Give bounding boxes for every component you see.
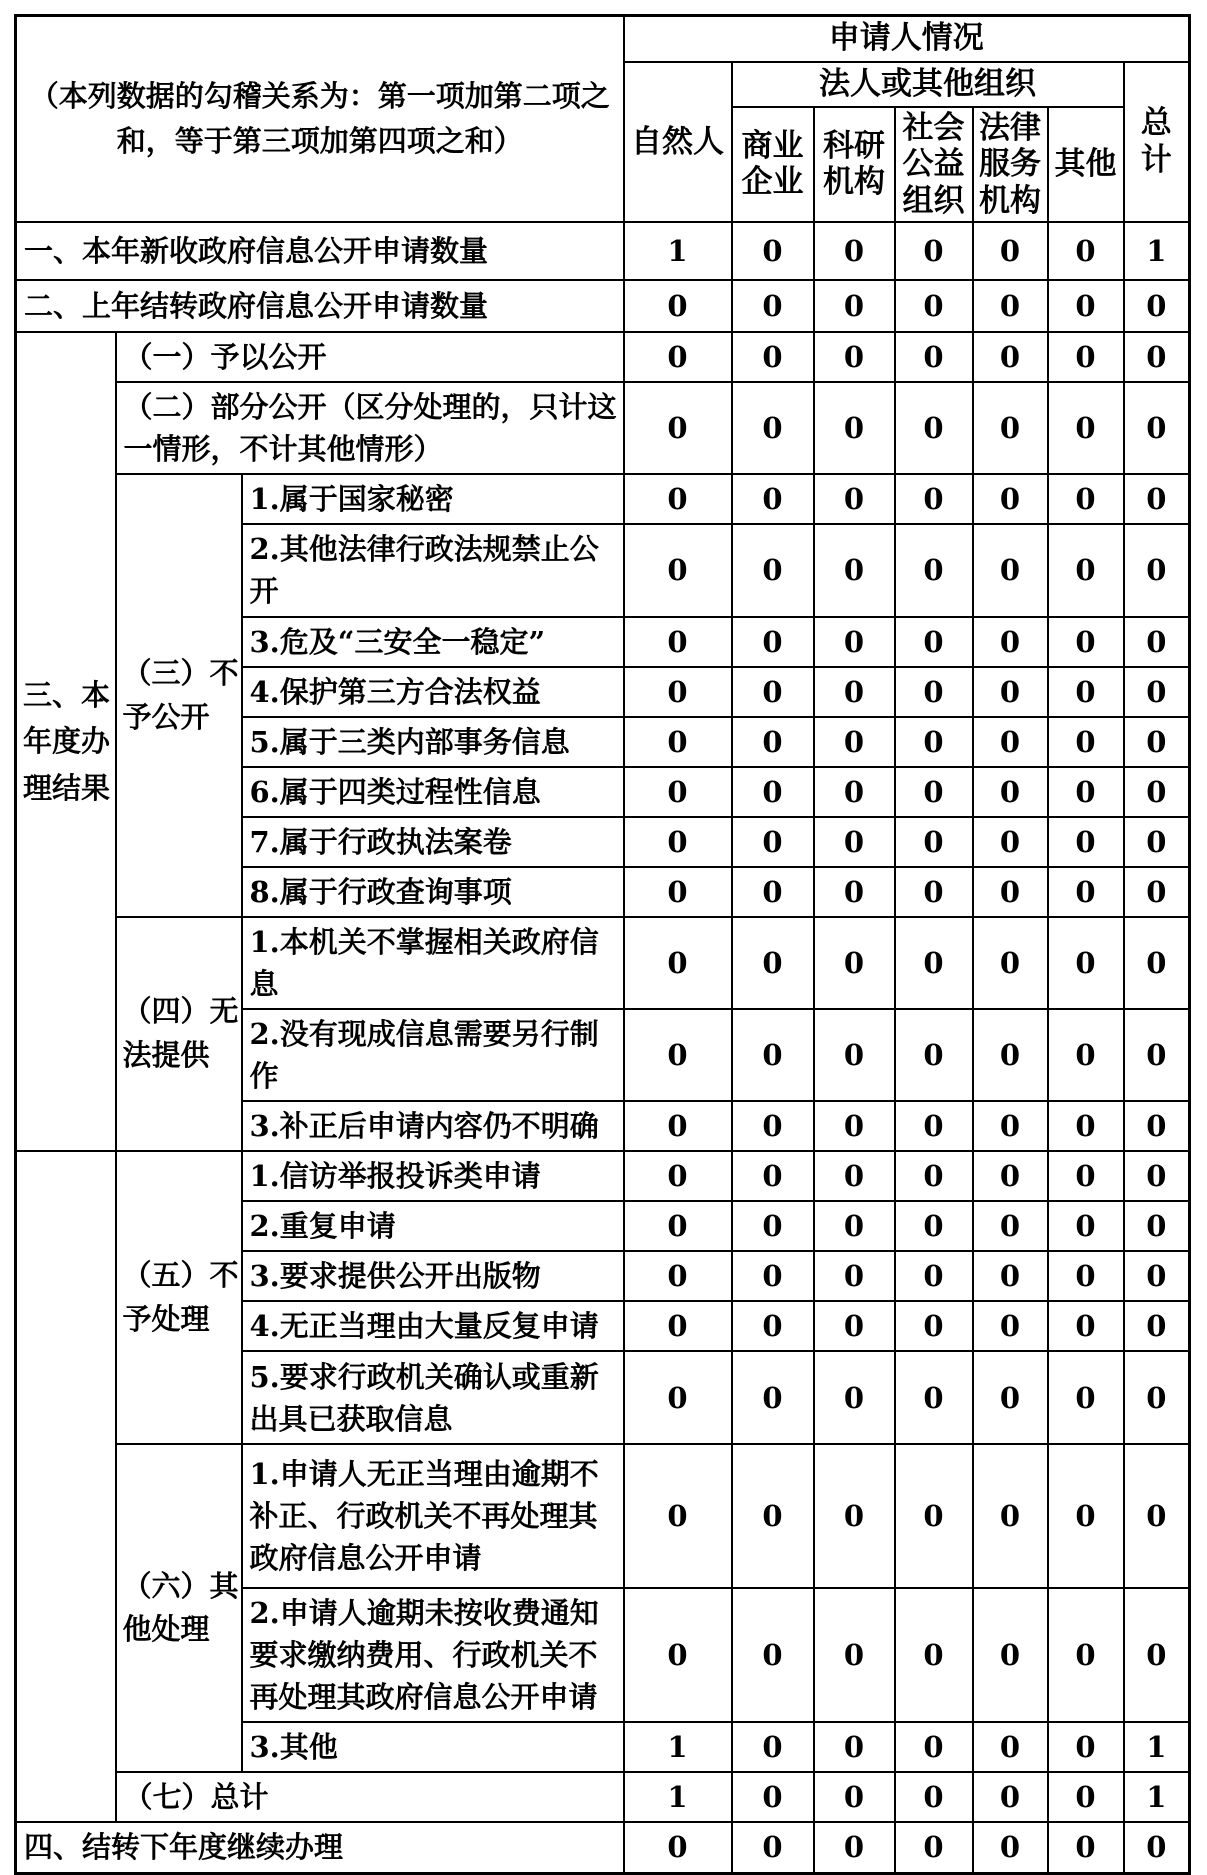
value-cell: 0 bbox=[814, 1301, 895, 1351]
value-cell: 0 bbox=[895, 1351, 973, 1444]
value-cell: 0 bbox=[814, 867, 895, 917]
value-cell: 0 bbox=[895, 222, 973, 280]
table-row bbox=[16, 280, 1190, 332]
value-cell: 0 bbox=[1124, 617, 1190, 667]
value-cell: 0 bbox=[624, 617, 732, 667]
row-label: 3.危及“三安全一稳定” bbox=[242, 617, 624, 667]
value-cell: 0 bbox=[1048, 382, 1124, 474]
value-cell: 0 bbox=[732, 1772, 814, 1822]
value-cell: 0 bbox=[895, 1101, 973, 1151]
value-cell: 0 bbox=[973, 1822, 1048, 1873]
value-cell: 0 bbox=[1048, 1101, 1124, 1151]
row-label: 3.要求提供公开出版物 bbox=[242, 1251, 624, 1301]
value-cell: 0 bbox=[1124, 332, 1190, 382]
header-legal-column: 商业企业 bbox=[732, 107, 814, 223]
value-cell: 0 bbox=[624, 667, 732, 717]
value-cell: 0 bbox=[732, 1822, 814, 1873]
value-cell: 0 bbox=[1124, 1201, 1190, 1251]
value-cell: 0 bbox=[624, 1444, 732, 1588]
value-cell: 0 bbox=[814, 1201, 895, 1251]
header-legal-column: 社会公益组织 bbox=[895, 107, 973, 223]
value-cell: 0 bbox=[732, 222, 814, 280]
table-row bbox=[16, 1444, 1190, 1588]
value-cell: 1 bbox=[624, 222, 732, 280]
value-cell: 0 bbox=[973, 867, 1048, 917]
value-cell: 0 bbox=[895, 332, 973, 382]
table-row bbox=[16, 1822, 1190, 1873]
value-cell: 0 bbox=[973, 1151, 1048, 1201]
value-cell: 0 bbox=[973, 817, 1048, 867]
value-cell: 0 bbox=[814, 222, 895, 280]
value-cell: 0 bbox=[1124, 817, 1190, 867]
value-cell: 0 bbox=[1048, 524, 1124, 616]
value-cell: 0 bbox=[1048, 280, 1124, 332]
value-cell: 0 bbox=[732, 817, 814, 867]
value-cell: 0 bbox=[895, 1301, 973, 1351]
value-cell: 0 bbox=[1048, 717, 1124, 767]
value-cell: 0 bbox=[732, 1444, 814, 1588]
value-cell: 0 bbox=[732, 382, 814, 474]
value-cell: 0 bbox=[895, 1009, 973, 1101]
row-label: 5.属于三类内部事务信息 bbox=[242, 717, 624, 767]
row-label: 1.属于国家秘密 bbox=[242, 474, 624, 524]
value-cell: 0 bbox=[732, 667, 814, 717]
value-cell: 0 bbox=[814, 280, 895, 332]
value-cell: 0 bbox=[732, 1009, 814, 1101]
value-cell: 0 bbox=[814, 1444, 895, 1588]
value-cell: 0 bbox=[973, 1009, 1048, 1101]
value-cell: 0 bbox=[895, 867, 973, 917]
row-label: 7.属于行政执法案卷 bbox=[242, 817, 624, 867]
value-cell: 0 bbox=[624, 1201, 732, 1251]
value-cell: 0 bbox=[1048, 1722, 1124, 1772]
value-cell: 0 bbox=[1124, 867, 1190, 917]
value-cell: 0 bbox=[1048, 1822, 1124, 1873]
value-cell: 0 bbox=[1124, 1444, 1190, 1588]
row-label: 4.无正当理由大量反复申请 bbox=[242, 1301, 624, 1351]
value-cell: 1 bbox=[624, 1722, 732, 1772]
row-label: 1.本机关不掌握相关政府信息 bbox=[242, 917, 624, 1009]
value-cell: 0 bbox=[624, 332, 732, 382]
value-cell: 0 bbox=[973, 1444, 1048, 1588]
value-cell: 0 bbox=[1124, 1351, 1190, 1444]
value-cell: 1 bbox=[1124, 222, 1190, 280]
header-applicant-group: 申请人情况 bbox=[624, 16, 1190, 62]
value-cell: 0 bbox=[1048, 867, 1124, 917]
reconciliation-note: （本列数据的勾稽关系为：第一项加第二项之和，等于第三项加第四项之和） bbox=[16, 16, 624, 223]
value-cell: 0 bbox=[973, 1588, 1048, 1722]
row-label: 2.其他法律行政法规禁止公开 bbox=[242, 524, 624, 616]
value-cell: 0 bbox=[732, 1251, 814, 1301]
value-cell: 0 bbox=[1048, 1588, 1124, 1722]
row-label: （二）部分公开（区分处理的，只计这一情形，不计其他情形） bbox=[116, 382, 624, 474]
value-cell: 0 bbox=[732, 1351, 814, 1444]
value-cell: 0 bbox=[814, 617, 895, 667]
group-label-cell: （五）不予处理 bbox=[116, 1151, 242, 1444]
value-cell: 0 bbox=[973, 1301, 1048, 1351]
value-cell: 0 bbox=[895, 617, 973, 667]
value-cell: 0 bbox=[973, 1722, 1048, 1772]
table-row bbox=[16, 222, 1190, 280]
value-cell: 0 bbox=[1124, 1588, 1190, 1722]
value-cell: 0 bbox=[895, 1822, 973, 1873]
value-cell: 0 bbox=[895, 817, 973, 867]
value-cell: 0 bbox=[895, 1251, 973, 1301]
value-cell: 0 bbox=[624, 1822, 732, 1873]
table-row bbox=[16, 1151, 1190, 1201]
value-cell: 0 bbox=[1048, 474, 1124, 524]
value-cell: 0 bbox=[1048, 1151, 1124, 1201]
value-cell: 0 bbox=[973, 1251, 1048, 1301]
value-cell: 0 bbox=[732, 767, 814, 817]
value-cell: 1 bbox=[624, 1772, 732, 1822]
value-cell: 0 bbox=[973, 382, 1048, 474]
value-cell: 0 bbox=[732, 280, 814, 332]
value-cell: 0 bbox=[1048, 917, 1124, 1009]
value-cell: 0 bbox=[624, 382, 732, 474]
value-cell: 0 bbox=[895, 280, 973, 332]
value-cell: 0 bbox=[1048, 222, 1124, 280]
value-cell: 0 bbox=[624, 817, 732, 867]
value-cell: 0 bbox=[895, 767, 973, 817]
value-cell: 0 bbox=[624, 1588, 732, 1722]
value-cell: 0 bbox=[895, 667, 973, 717]
value-cell: 0 bbox=[732, 474, 814, 524]
value-cell: 0 bbox=[1048, 817, 1124, 867]
value-cell: 0 bbox=[814, 1351, 895, 1444]
section-label-cell: 三、本年度办理结果 bbox=[16, 332, 116, 1151]
applicant-statistics-table bbox=[14, 14, 1191, 1875]
value-cell: 0 bbox=[973, 474, 1048, 524]
value-cell: 1 bbox=[1124, 1772, 1190, 1822]
value-cell: 0 bbox=[1124, 524, 1190, 616]
value-cell: 0 bbox=[895, 524, 973, 616]
value-cell: 0 bbox=[1124, 667, 1190, 717]
value-cell: 0 bbox=[1048, 617, 1124, 667]
row-label: 二、上年结转政府信息公开申请数量 bbox=[16, 280, 624, 332]
value-cell: 0 bbox=[624, 474, 732, 524]
value-cell: 0 bbox=[814, 1251, 895, 1301]
value-cell: 0 bbox=[814, 1101, 895, 1151]
row-label: 一、本年新收政府信息公开申请数量 bbox=[16, 222, 624, 280]
value-cell: 0 bbox=[1048, 767, 1124, 817]
value-cell: 0 bbox=[1048, 1009, 1124, 1101]
section-label-cell bbox=[16, 1151, 116, 1822]
value-cell: 0 bbox=[895, 474, 973, 524]
value-cell: 0 bbox=[814, 667, 895, 717]
value-cell: 0 bbox=[624, 1351, 732, 1444]
value-cell: 0 bbox=[895, 917, 973, 1009]
row-label: 2.重复申请 bbox=[242, 1201, 624, 1251]
value-cell: 0 bbox=[624, 1009, 732, 1101]
value-cell: 0 bbox=[895, 1444, 973, 1588]
value-cell: 0 bbox=[814, 917, 895, 1009]
value-cell: 0 bbox=[1124, 1009, 1190, 1101]
value-cell: 0 bbox=[814, 1822, 895, 1873]
header-legal-column: 法律服务机构 bbox=[973, 107, 1048, 223]
header-legal-column: 其他 bbox=[1048, 107, 1124, 223]
value-cell: 0 bbox=[1124, 717, 1190, 767]
value-cell: 0 bbox=[1048, 1772, 1124, 1822]
row-label: 3.其他 bbox=[242, 1722, 624, 1772]
value-cell: 0 bbox=[895, 717, 973, 767]
group-label-cell: （六）其他处理 bbox=[116, 1444, 242, 1772]
value-cell: 0 bbox=[1124, 1301, 1190, 1351]
value-cell: 0 bbox=[1048, 1301, 1124, 1351]
row-label: 1.申请人无正当理由逾期不补正、行政机关不再处理其政府信息公开申请 bbox=[242, 1444, 624, 1588]
value-cell: 0 bbox=[973, 1201, 1048, 1251]
row-label: （一）予以公开 bbox=[116, 332, 624, 382]
value-cell: 0 bbox=[1124, 1822, 1190, 1873]
value-cell: 0 bbox=[973, 222, 1048, 280]
group-label-cell: （三）不予公开 bbox=[116, 474, 242, 916]
value-cell: 0 bbox=[1124, 917, 1190, 1009]
value-cell: 0 bbox=[732, 524, 814, 616]
value-cell: 0 bbox=[1124, 767, 1190, 817]
value-cell: 0 bbox=[973, 524, 1048, 616]
value-cell: 0 bbox=[624, 1151, 732, 1201]
value-cell: 0 bbox=[1124, 382, 1190, 474]
value-cell: 0 bbox=[814, 1722, 895, 1772]
header-legal-column: 科研机构 bbox=[814, 107, 895, 223]
value-cell: 1 bbox=[1124, 1722, 1190, 1772]
value-cell: 0 bbox=[814, 524, 895, 616]
value-cell: 0 bbox=[624, 717, 732, 767]
value-cell: 0 bbox=[973, 332, 1048, 382]
value-cell: 0 bbox=[814, 1772, 895, 1822]
value-cell: 0 bbox=[814, 767, 895, 817]
value-cell: 0 bbox=[973, 717, 1048, 767]
table-row bbox=[16, 1772, 1190, 1822]
table-row bbox=[16, 382, 1190, 474]
row-label: 2.申请人逾期未按收费通知要求缴纳费用、行政机关不再处理其政府信息公开申请 bbox=[242, 1588, 624, 1722]
value-cell: 0 bbox=[624, 280, 732, 332]
value-cell: 0 bbox=[732, 917, 814, 1009]
value-cell: 0 bbox=[1124, 280, 1190, 332]
value-cell: 0 bbox=[624, 1101, 732, 1151]
value-cell: 0 bbox=[973, 1101, 1048, 1151]
value-cell: 0 bbox=[732, 1588, 814, 1722]
value-cell: 0 bbox=[1124, 474, 1190, 524]
row-label: 4.保护第三方合法权益 bbox=[242, 667, 624, 717]
row-label: 3.补正后申请内容仍不明确 bbox=[242, 1101, 624, 1151]
row-label: 5.要求行政机关确认或重新出具已获取信息 bbox=[242, 1351, 624, 1444]
value-cell: 0 bbox=[1048, 1251, 1124, 1301]
group-label-cell: （四）无法提供 bbox=[116, 917, 242, 1151]
value-cell: 0 bbox=[732, 1201, 814, 1251]
value-cell: 0 bbox=[973, 617, 1048, 667]
value-cell: 0 bbox=[814, 817, 895, 867]
value-cell: 0 bbox=[732, 1101, 814, 1151]
value-cell: 0 bbox=[1124, 1251, 1190, 1301]
value-cell: 0 bbox=[973, 767, 1048, 817]
value-cell: 0 bbox=[973, 1351, 1048, 1444]
value-cell: 0 bbox=[973, 280, 1048, 332]
row-label: 1.信访举报投诉类申请 bbox=[242, 1151, 624, 1201]
value-cell: 0 bbox=[624, 917, 732, 1009]
value-cell: 0 bbox=[895, 382, 973, 474]
value-cell: 0 bbox=[1048, 332, 1124, 382]
value-cell: 0 bbox=[1048, 1351, 1124, 1444]
value-cell: 0 bbox=[624, 1251, 732, 1301]
value-cell: 0 bbox=[895, 1722, 973, 1772]
header-total: 总计 bbox=[1124, 62, 1190, 223]
value-cell: 0 bbox=[732, 1722, 814, 1772]
value-cell: 0 bbox=[732, 1151, 814, 1201]
value-cell: 0 bbox=[814, 382, 895, 474]
value-cell: 0 bbox=[973, 1772, 1048, 1822]
value-cell: 0 bbox=[814, 717, 895, 767]
table-row bbox=[16, 332, 1190, 382]
value-cell: 0 bbox=[624, 524, 732, 616]
value-cell: 0 bbox=[732, 867, 814, 917]
value-cell: 0 bbox=[732, 1301, 814, 1351]
value-cell: 0 bbox=[1124, 1101, 1190, 1151]
value-cell: 0 bbox=[895, 1772, 973, 1822]
value-cell: 0 bbox=[895, 1201, 973, 1251]
value-cell: 0 bbox=[1048, 1444, 1124, 1588]
value-cell: 0 bbox=[895, 1151, 973, 1201]
value-cell: 0 bbox=[624, 767, 732, 817]
value-cell: 0 bbox=[814, 1009, 895, 1101]
value-cell: 0 bbox=[732, 717, 814, 767]
value-cell: 0 bbox=[973, 917, 1048, 1009]
value-cell: 0 bbox=[973, 667, 1048, 717]
row-label: 四、结转下年度继续办理 bbox=[16, 1822, 624, 1873]
value-cell: 0 bbox=[814, 1151, 895, 1201]
value-cell: 0 bbox=[732, 617, 814, 667]
value-cell: 0 bbox=[1048, 1201, 1124, 1251]
table-row bbox=[16, 917, 1190, 1009]
value-cell: 0 bbox=[624, 867, 732, 917]
value-cell: 0 bbox=[895, 1588, 973, 1722]
row-label: 8.属于行政查询事项 bbox=[242, 867, 624, 917]
table-row bbox=[16, 474, 1190, 524]
value-cell: 0 bbox=[814, 1588, 895, 1722]
row-label: 2.没有现成信息需要另行制作 bbox=[242, 1009, 624, 1101]
header-legal-org-group: 法人或其他组织 bbox=[732, 62, 1124, 107]
row-label: （七）总计 bbox=[116, 1772, 624, 1822]
value-cell: 0 bbox=[814, 474, 895, 524]
value-cell: 0 bbox=[1048, 667, 1124, 717]
value-cell: 0 bbox=[1124, 1151, 1190, 1201]
header-natural-person: 自然人 bbox=[624, 62, 732, 223]
value-cell: 0 bbox=[624, 1301, 732, 1351]
value-cell: 0 bbox=[732, 332, 814, 382]
value-cell: 0 bbox=[814, 332, 895, 382]
row-label: 6.属于四类过程性信息 bbox=[242, 767, 624, 817]
